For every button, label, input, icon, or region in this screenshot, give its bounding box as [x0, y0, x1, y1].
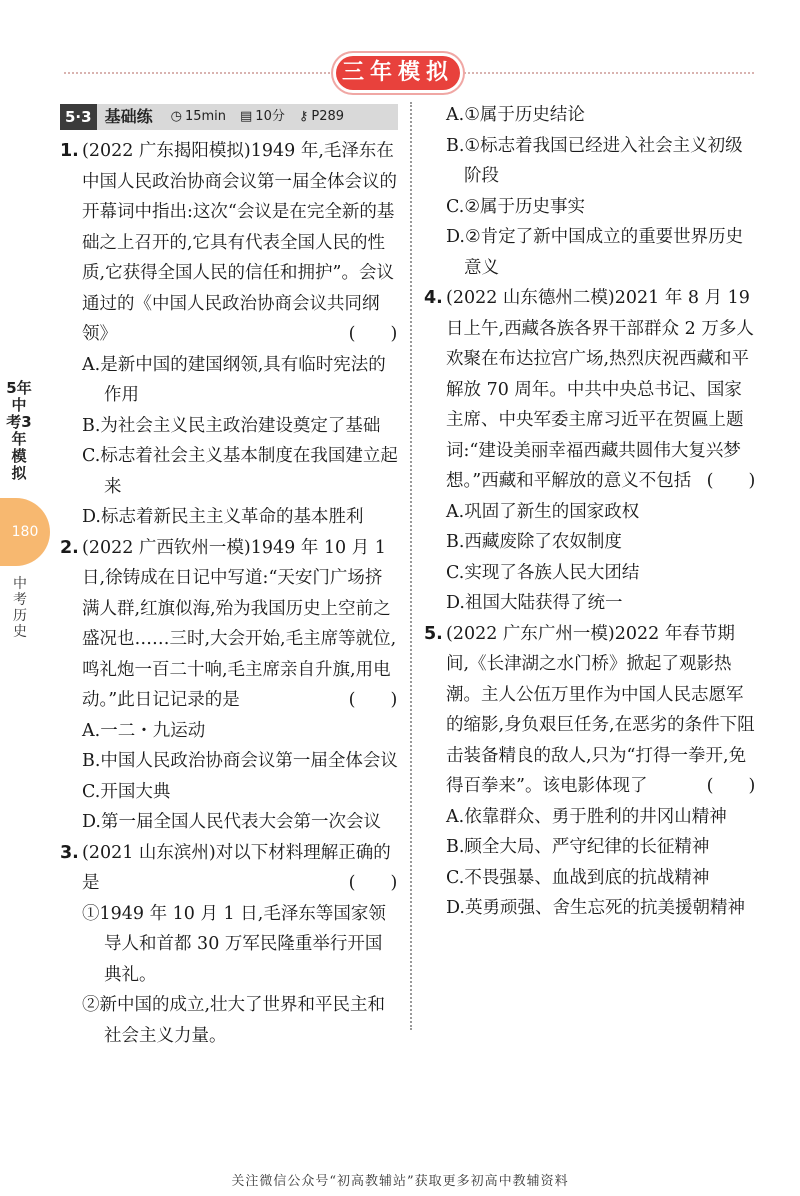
question-number: 2.	[60, 537, 79, 558]
question-number: 1.	[60, 141, 79, 161]
answer-blank: ( )	[348, 873, 398, 893]
question-number: 3.	[60, 842, 79, 863]
question-stem: (2022 山东德州二模)2021 年 8 月 19 日上午,西藏各族各界干部群众 2 万多人欢聚在布达拉宫广场,热烈庆祝西藏和平解放 70 周年。中共中央总书记、国家主席、中央军委主席习近平在贺匾上题词:“建设美丽幸福西藏共圆伟大复兴梦想。”西藏和平解放的意义不包括	[446, 288, 754, 491]
score-value: 10分	[255, 108, 285, 124]
question-stem: (2021 山东滨州)对以下材料理解正确的是	[82, 842, 391, 893]
option-b: B.为社会主义民主政治建设奠定了基础	[82, 415, 381, 436]
answer-info	[299, 102, 344, 133]
section-badge: 5·3	[60, 104, 97, 130]
question-number: 5.	[424, 623, 443, 644]
answer-blank: ( )	[706, 776, 756, 796]
option-a: A.①属于历史结论	[446, 105, 585, 125]
answer-blank: ( )	[706, 471, 756, 491]
section-header	[60, 104, 398, 130]
material-2: ②新中国的成立,壮大了世界和平民主和社会主义力量。	[82, 995, 386, 1046]
question-number: 4.	[424, 288, 443, 308]
section-title: 基础练	[104, 106, 153, 126]
answer-page: P289	[311, 108, 345, 124]
series-label: 5年中考3年模拟	[6, 379, 32, 482]
option-a: A.一二・九运动	[82, 720, 206, 741]
option-c: C.标志着社会主义基本制度在我国建立起来	[82, 446, 398, 497]
option-a: A.是新中国的建国纲领,具有临时宪法的作用	[82, 354, 386, 405]
page-number: 180	[0, 498, 50, 566]
option-a: A.依靠群众、勇于胜利的井冈山精神	[446, 806, 727, 827]
time-info	[171, 102, 226, 133]
option-d: D.第一届全国人民代表大会第一次会议	[82, 812, 381, 832]
document-icon: ▤	[240, 108, 253, 124]
sidebar	[0, 380, 50, 720]
question-stem: (2022 广西钦州一模)1949 年 10 月 1 日,徐铸成在日记中写道:“天安门广场挤满人群,红旗似海,殆为我国历史上空前之盛况也……三时,大会开始,毛主席等就位,鸣礼炮一百二十响,毛主席亲自升旗,用电动。”此日记记录的是	[82, 537, 397, 710]
question-5	[424, 619, 756, 802]
right-column	[424, 100, 756, 924]
option-c: C.②属于历史事实	[446, 196, 586, 217]
option-d: D.②肯定了新中国成立的重要世界历史意义	[446, 227, 744, 278]
question-1	[60, 136, 398, 350]
footer-note: 关注微信公众号“初高教辅站”获取更多初高中教辅资料	[231, 1174, 569, 1189]
question-4	[424, 283, 756, 497]
option-b: B.中国人民政治协商会议第一届全体会议	[82, 751, 398, 771]
key-icon: ⚷	[298, 108, 309, 124]
option-c: C.开国大典	[82, 781, 171, 802]
subject-label: 中考历史	[13, 576, 27, 640]
column-divider	[410, 102, 412, 1030]
option-d: D.标志着新民主主义革命的基本胜利	[82, 507, 364, 527]
question-3	[60, 838, 398, 899]
question-stem: (2022 广东广州一模)2022 年春节期间,《长津湖之水门桥》掀起了观影热潮。主人公伍万里作为中国人民志愿军的缩影,身负艰巨任务,在恶劣的条件下阻击装备精良的敌人,只为“打得一拳开,免得百拳来”。该电影体现了	[446, 623, 755, 796]
question-2	[60, 533, 398, 716]
clock-icon: ◷	[170, 108, 182, 124]
section-banner: 三年模拟	[336, 56, 460, 90]
answer-blank: ( )	[348, 324, 398, 344]
material-1: ①1949 年 10 月 1 日,毛泽东等国家领导人和首都 30 万军民隆重举行开国典礼。	[82, 903, 386, 985]
option-b: B.①标志着我国已经进入社会主义初级阶段	[446, 135, 743, 186]
option-c: C.不畏强暴、血战到底的抗战精神	[446, 867, 710, 888]
time-value: 15min	[184, 108, 226, 124]
option-c: C.实现了各族人民大团结	[446, 562, 640, 583]
option-a: A.巩固了新生的国家政权	[446, 501, 640, 522]
option-d: D.祖国大陆获得了统一	[446, 593, 623, 613]
question-stem: (2022 广东揭阳模拟)1949 年,毛泽东在中国人民政治协商会议第一届全体会议的开幕词中指出:这次“会议是在完全新的基础之上召开的,它具有代表全国人民的性质,它获得全国人民的信任和拥护”。会议通过的《中国人民政治协商会议共同纲领》	[82, 141, 397, 344]
left-column	[60, 100, 398, 1051]
score-info	[240, 102, 285, 133]
option-d: D.英勇顽强、舍生忘死的抗美援朝精神	[446, 898, 745, 918]
option-b: B.顾全大局、严守纪律的长征精神	[446, 837, 710, 857]
option-b: B.西藏废除了农奴制度	[446, 532, 622, 552]
answer-blank: ( )	[348, 690, 398, 710]
